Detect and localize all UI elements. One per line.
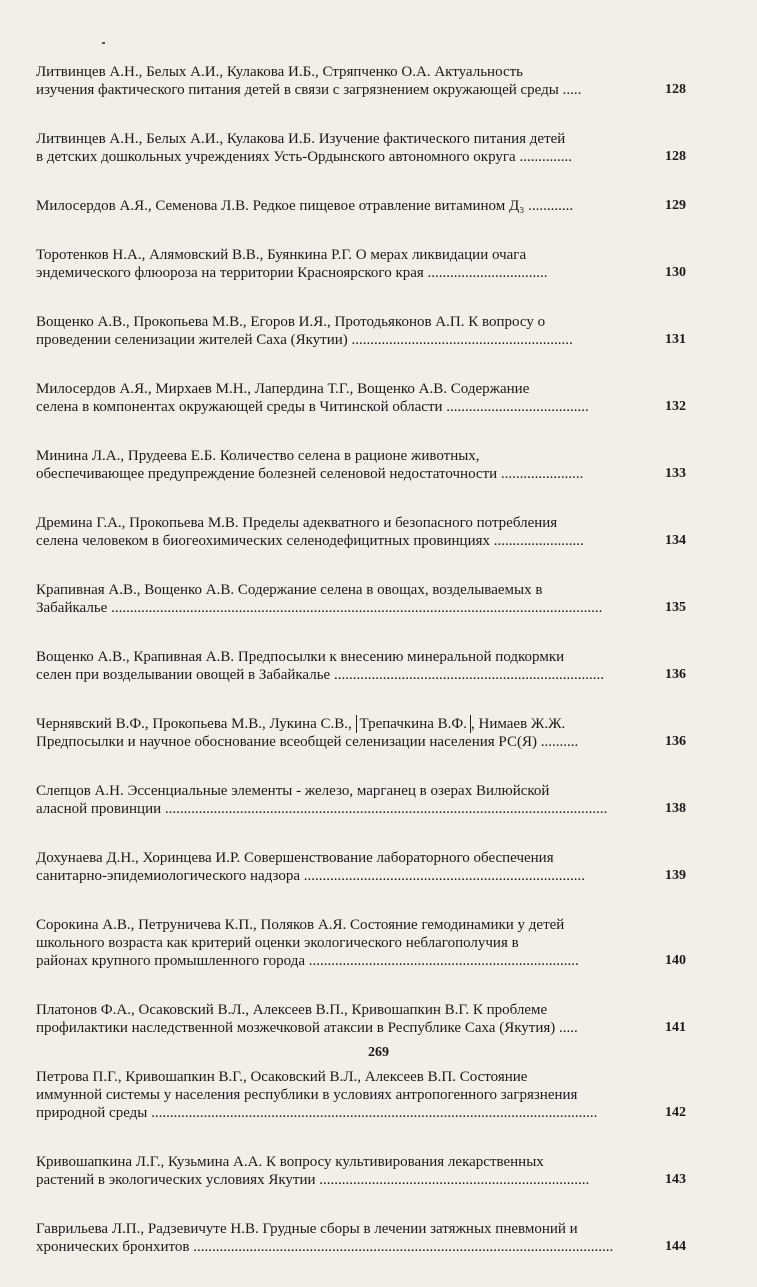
toc-entry-line: изучения фактического питания детей в связи с загрязнением окружающей среды ..... — [36, 82, 582, 98]
toc-entry — [36, 715, 686, 751]
toc-entry — [36, 648, 686, 684]
toc-entry-line: проведении селенизации жителей Саха (Якутии) ........................................................... — [36, 332, 573, 348]
toc-page-number: 136 — [665, 667, 686, 682]
toc-entry — [36, 1153, 686, 1189]
toc-entry-line: профилактики наследственной мозжечковой атаксии в Республике Саха (Якутия) ..... — [36, 1020, 578, 1036]
table-of-contents — [36, 63, 686, 1287]
toc-entry-line: Вощенко А.В., Прокопьева М.В., Егоров И.Я., Протодьяконов А.П. К вопросу о — [36, 314, 546, 330]
page-number: 269 — [368, 1045, 389, 1060]
toc-page-number: 135 — [665, 600, 686, 615]
toc-page-number: 139 — [665, 868, 686, 883]
toc-entry-line: Забайкалье ................................................................................................................................... — [36, 600, 603, 616]
toc-page-number: 132 — [665, 399, 686, 414]
toc-page-number: 130 — [665, 265, 686, 280]
toc-entry-line: хронических бронхитов ................................................................................................................ — [36, 1239, 614, 1255]
toc-entry-line: селена в компонентах окружающей среды в Читинской области ...................................... — [36, 399, 589, 415]
toc-entry-line: селена человеком в биогеохимических селенодефицитных провинциях ........................ — [36, 533, 584, 549]
toc-entry — [36, 130, 686, 166]
toc-page-number: 134 — [665, 533, 686, 548]
toc-entry-line: Минина Л.А., Прудеева Е.Б. Количество селена в рационе животных, — [36, 448, 480, 464]
toc-entry-line: Крапивная А.В., Вощенко А.В. Содержание селена в овощах, возделываемых в — [36, 582, 543, 598]
toc-entry — [36, 916, 686, 970]
toc-entry — [36, 1220, 686, 1256]
toc-page-number: 141 — [665, 1020, 686, 1035]
toc-entry — [36, 380, 686, 416]
toc-entry — [36, 782, 686, 818]
toc-page-number: 143 — [665, 1172, 686, 1187]
toc-entry-line: Сорокина А.В., Петруничева К.П., Поляков А.Я. Состояние гемодинамики у детей — [36, 917, 565, 933]
toc-entry — [36, 1068, 686, 1122]
toc-entry — [36, 246, 686, 282]
toc-entry — [36, 514, 686, 550]
toc-page-number: 142 — [665, 1105, 686, 1120]
toc-entry-line: Кривошапкина Л.Г., Кузьмина А.А. К вопросу культивирования лекарственных — [36, 1154, 544, 1170]
toc-page-number: 144 — [665, 1239, 686, 1254]
toc-page-number: 140 — [665, 953, 686, 968]
toc-entry — [36, 581, 686, 617]
toc-page-number: 138 — [665, 801, 686, 816]
toc-entry-line: эндемического флюороза на территории Красноярского края ................................ — [36, 265, 548, 281]
toc-entry-line: Литвинцев А.Н., Белых А.И., Кулакова И.Б., Стряпченко О.А. Актуальность — [36, 64, 523, 80]
toc-entry-line: Торотенков Н.А., Алямовский В.В., Буянкина Р.Г. О мерах ликвидации очага — [36, 247, 527, 263]
toc-entry-line: Гаврильева Л.П., Радзевичуте Н.В. Грудные сборы в лечении затяжных пневмоний и — [36, 1221, 578, 1237]
toc-entry-line: Слепцов А.Н. Эссенциальные элементы - железо, марганец в озерах Вилюйской — [36, 783, 550, 799]
toc-page-number: 136 — [665, 734, 686, 749]
toc-entry-line: Вощенко А.В., Крапивная А.В. Предпосылки к внесению минеральной подкормки — [36, 649, 565, 665]
toc-entry-line: Дохунаева Д.Н., Хоринцева И.Р. Совершенствование лабораторного обеспечения — [36, 850, 554, 866]
toc-entry — [36, 63, 686, 99]
toc-entry — [36, 197, 686, 215]
print-speck — [102, 42, 105, 44]
toc-entry-line: Чернявский В.Ф., Прокопьева М.В., Лукина С.В., Трепачкина В.Ф. , Нимаев Ж.Ж. — [36, 716, 566, 732]
toc-page-number: 128 — [665, 82, 686, 97]
toc-entry-line: школьного возраста как критерий оценки экологического неблагополучия в — [36, 935, 519, 951]
toc-entry-line: селен при возделывании овощей в Забайкалье ........................................................................ — [36, 667, 604, 683]
toc-entry-line: Милосердов А.Я., Семенова Л.В. Редкое пищевое отравление витамином Д₃ ............ — [36, 198, 574, 214]
toc-entry-line: растений в экологических условиях Якутии ........................................................................ — [36, 1172, 590, 1188]
toc-entry — [36, 1001, 686, 1037]
toc-page-number: 129 — [665, 198, 686, 213]
toc-entry-line: Предпосылки и научное обоснование всеобщей селенизации населения РС(Я) .......... — [36, 734, 579, 750]
toc-entry-line: в детских дошкольных учреждениях Усть-Ордынского автономного округа .............. — [36, 149, 572, 165]
toc-entry-line: обеспечивающее предупреждение болезней селеновой недостаточности ...................... — [36, 466, 584, 482]
toc-entry-line: районах крупного промышленного города ........................................................................ — [36, 953, 579, 969]
toc-entry-line: природной среды ....................................................................................................................... — [36, 1105, 598, 1121]
toc-page-number: 131 — [665, 332, 686, 347]
toc-entry — [36, 313, 686, 349]
toc-entry-line: санитарно-эпидемиологического надзора ........................................................................... — [36, 868, 586, 884]
toc-entry — [36, 447, 686, 483]
toc-entry-line: иммунной системы у населения республики в условиях антропогенного загрязнения — [36, 1087, 578, 1103]
toc-entry-line: Петрова П.Г., Кривошапкин В.Г., Осаковский В.Л., Алексеев В.П. Состояние — [36, 1069, 528, 1085]
toc-entry-line: Платонов Ф.А., Осаковский В.Л., Алексеев В.П., Кривошапкин В.Г. К проблеме — [36, 1002, 548, 1018]
toc-page-number: 128 — [665, 149, 686, 164]
toc-entry-line: Милосердов А.Я., Мирхаев М.Н., Лапердина Т.Г., Вощенко А.В. Содержание — [36, 381, 530, 397]
toc-entry-line: Литвинцев А.Н., Белых А.И., Кулакова И.Б. Изучение фактического питания детей — [36, 131, 566, 147]
toc-entry — [36, 849, 686, 885]
highlighted-author: Трепачкина В.Ф. — [356, 715, 471, 733]
toc-entry-line: аласной провинции ...................................................................................................................... — [36, 801, 608, 817]
toc-page-number: 133 — [665, 466, 686, 481]
toc-entry-line: Дремина Г.А., Прокопьева М.В. Пределы адекватного и безопасного потребления — [36, 515, 558, 531]
